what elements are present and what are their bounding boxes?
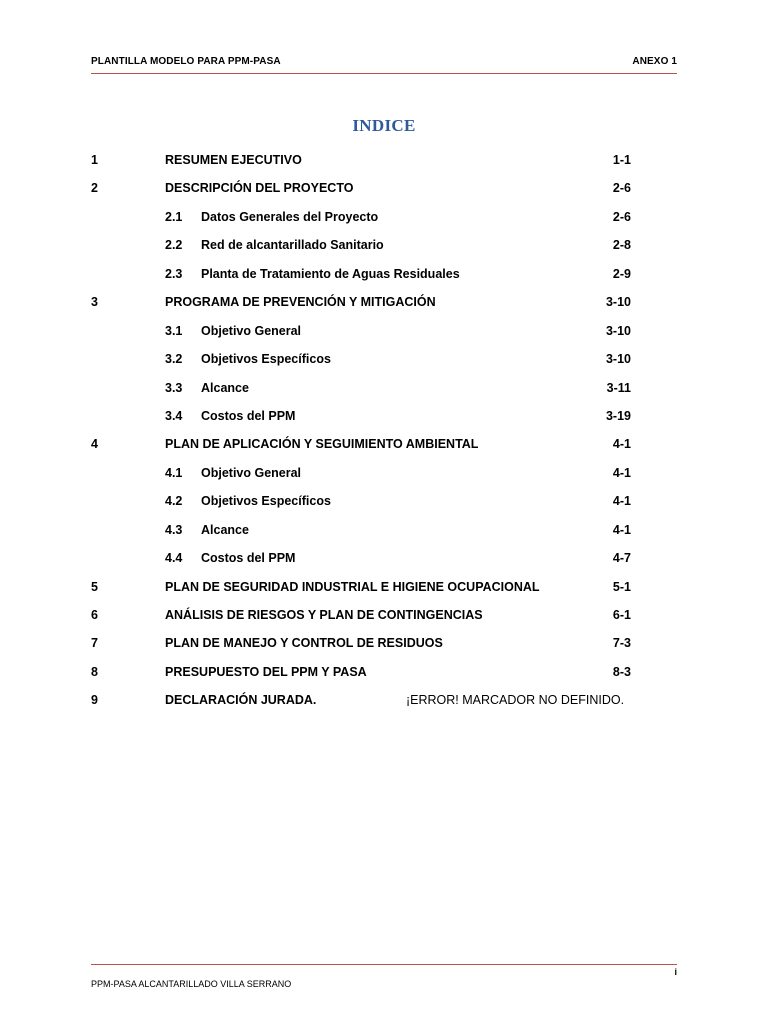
toc-entry-number: 7 xyxy=(91,636,98,651)
toc-entry-page: 3-10 xyxy=(605,323,631,338)
toc-entry-page: 3-10 xyxy=(605,352,631,367)
toc-entry[interactable] xyxy=(0,629,768,657)
toc-entry-page: 5-1 xyxy=(612,579,631,594)
toc-entry[interactable] xyxy=(0,231,768,259)
toc-entry-number: 5 xyxy=(91,579,98,594)
toc-entry-number: 8 xyxy=(91,664,98,679)
header-title: PLANTILLA MODELO PARA PPM-PASA xyxy=(91,56,281,67)
toc-entry-number: 3.4 xyxy=(165,408,183,423)
index-title: INDICE xyxy=(352,116,416,135)
toc-entry-label: DECLARACIÓN JURADA. xyxy=(165,693,317,708)
toc-entry[interactable] xyxy=(0,146,768,174)
toc-entry-label: Objetivo General xyxy=(201,465,302,480)
table-of-contents xyxy=(0,146,768,715)
toc-entry-label: PLAN DE SEGURIDAD INDUSTRIAL E HIGIENE OCUPACIONAL xyxy=(165,579,540,594)
toc-entry[interactable] xyxy=(0,317,768,345)
toc-entry-label: Objetivo General xyxy=(201,323,302,338)
toc-entry-number: 3.1 xyxy=(165,323,183,338)
toc-entry-page: 4-1 xyxy=(612,522,631,537)
toc-entry-label: PLAN DE APLICACIÓN Y SEGUIMIENTO AMBIENTAL xyxy=(165,437,479,452)
toc-entry-label: PRESUPUESTO DEL PPM Y PASA xyxy=(165,664,367,679)
toc-entry-label: Objetivos Específicos xyxy=(201,494,331,509)
toc-entry-page: 3-11 xyxy=(606,380,631,395)
toc-entry-page: 3-19 xyxy=(605,408,631,423)
toc-entry-label: DESCRIPCIÓN DEL PROYECTO xyxy=(165,181,354,196)
toc-entry-label: PLAN DE MANEJO Y CONTROL DE RESIDUOS xyxy=(165,636,443,651)
header-divider xyxy=(91,73,677,74)
toc-entry-page: 8-3 xyxy=(612,664,631,679)
toc-entry-label: PROGRAMA DE PREVENCIÓN Y MITIGACIÓN xyxy=(165,295,436,310)
toc-entry-number: 3.2 xyxy=(165,352,183,367)
toc-entry-page: 4-1 xyxy=(612,465,631,480)
toc-entry-number: 2.2 xyxy=(165,238,183,253)
toc-entry-label: Alcance xyxy=(201,380,249,395)
header-annex: ANEXO 1 xyxy=(632,56,677,67)
toc-entry-label: Alcance xyxy=(201,522,249,537)
toc-entry-number: 4.4 xyxy=(165,551,183,566)
toc-entry-page: 4-1 xyxy=(612,494,631,509)
toc-entry[interactable] xyxy=(0,430,768,458)
toc-entry[interactable] xyxy=(0,601,768,629)
toc-entry[interactable] xyxy=(0,174,768,202)
toc-entry-page: 6-1 xyxy=(612,608,631,622)
toc-entry-label: RESUMEN EJECUTIVO xyxy=(165,153,302,167)
toc-entry-page: 2-9 xyxy=(612,266,631,281)
toc-entry-page: 2-6 xyxy=(612,209,631,224)
toc-entry-number: 2.1 xyxy=(165,209,183,224)
toc-entry-label: Costos del PPM xyxy=(201,551,296,566)
toc-entry-number: 2 xyxy=(91,181,98,196)
toc-entry-label: Planta de Tratamiento de Aguas Residuales xyxy=(201,266,460,281)
toc-entry-number: 3 xyxy=(91,295,98,310)
toc-entry[interactable] xyxy=(0,658,768,686)
toc-entry-number: 1 xyxy=(91,153,98,167)
toc-entry-page: 4-7 xyxy=(612,551,631,566)
toc-entry[interactable] xyxy=(0,260,768,288)
toc-entry[interactable] xyxy=(0,573,768,601)
toc-entry-page: 3-10 xyxy=(605,295,631,310)
toc-entry[interactable] xyxy=(0,544,768,572)
toc-entry-label: ANÁLISIS DE RIESGOS Y PLAN DE CONTINGENCIAS xyxy=(165,608,483,622)
toc-entry-label: Objetivos Específicos xyxy=(201,352,331,367)
toc-entry[interactable] xyxy=(0,374,768,402)
toc-entry-label: Costos del PPM xyxy=(201,408,296,423)
toc-entry-number: 4.2 xyxy=(165,494,183,509)
toc-entry-number: 9 xyxy=(91,693,98,708)
toc-entry-page: 2-6 xyxy=(612,181,631,196)
toc-entry-error: ¡ERROR! MARCADOR NO DEFINIDO. xyxy=(406,693,625,708)
toc-entry[interactable] xyxy=(0,203,768,231)
toc-entry[interactable] xyxy=(0,402,768,430)
toc-entry-page: 2-8 xyxy=(612,238,631,253)
toc-entry[interactable] xyxy=(0,345,768,373)
toc-entry[interactable] xyxy=(0,459,768,487)
footer-text: PPM-PASA ALCANTARILLADO VILLA SERRANO xyxy=(91,979,292,989)
toc-entry-number: 4.3 xyxy=(165,522,183,537)
toc-entry[interactable] xyxy=(0,686,768,714)
toc-entry-page: 1-1 xyxy=(612,153,631,167)
footer-divider xyxy=(91,964,677,965)
toc-entry[interactable] xyxy=(0,288,768,316)
toc-entry-page: 7-3 xyxy=(612,636,631,651)
toc-entry[interactable] xyxy=(0,487,768,515)
toc-entry-number: 4.1 xyxy=(165,465,183,480)
toc-entry-number: 4 xyxy=(91,437,98,452)
toc-entry-label: Datos Generales del Proyecto xyxy=(201,209,379,224)
toc-entry-page: 4-1 xyxy=(612,437,631,452)
toc-entry[interactable] xyxy=(0,516,768,544)
toc-entry-label: Red de alcantarillado Sanitario xyxy=(201,238,384,253)
toc-entry-number: 3.3 xyxy=(165,380,183,395)
toc-entry-number: 2.3 xyxy=(165,266,183,281)
page-header xyxy=(91,56,677,67)
toc-entry-number: 6 xyxy=(91,608,98,622)
footer-page-number: i xyxy=(674,967,677,977)
